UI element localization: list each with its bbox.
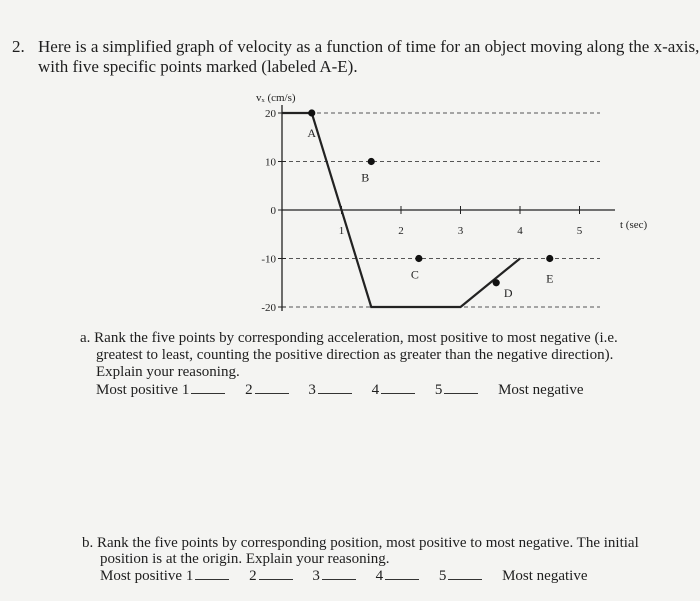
- y-axis-label: vₓ (cm/s): [256, 92, 296, 104]
- part-b-line2: position is at the origin. Explain your reasoning.: [100, 551, 390, 567]
- part-b-rank-3: 3: [312, 568, 320, 584]
- x-tick-label: 1: [338, 225, 345, 237]
- part-a-rank-2: 2: [245, 382, 253, 398]
- question-text-line1: Here is a simplified graph of velocity as a function of time for an object moving along the x-axis,: [38, 37, 700, 56]
- part-a-blank-3[interactable]: [318, 381, 352, 394]
- chart-area: [256, 92, 648, 314]
- part-a-ranking-row: [96, 381, 584, 399]
- part-a-blank-1[interactable]: [191, 381, 225, 394]
- part-b-rank-2: 2: [249, 568, 257, 584]
- part-b-blank-2[interactable]: [259, 567, 293, 580]
- point-c: [415, 255, 422, 262]
- point-label-d: D: [503, 285, 513, 300]
- part-a-rank-5: 5: [434, 382, 443, 398]
- part-b-most-positive: Most positive 1: [100, 568, 194, 584]
- y-tick-label: 10: [265, 156, 276, 169]
- point-a: [308, 109, 315, 116]
- part-b-ranking-row: [100, 567, 588, 585]
- y-tick-label: -20: [261, 302, 276, 314]
- point-label-e: E: [546, 271, 554, 286]
- part-a-line3: Explain your reasoning.: [96, 364, 240, 380]
- x-tick-label: 5: [576, 225, 583, 237]
- point-e: [546, 255, 553, 262]
- part-a-most-negative: Most negative: [498, 382, 584, 398]
- y-tick-label: 0: [270, 205, 276, 217]
- part-b-line1: b. Rank the five points by corresponding position, most positive to most negative. The initial: [82, 535, 639, 551]
- part-a-most-positive: Most positive 1: [96, 382, 190, 398]
- point-label-c: C: [410, 267, 419, 282]
- part-a-blank-2[interactable]: [255, 381, 289, 394]
- x-axis-label: t (sec): [620, 219, 648, 231]
- point-label-a: A: [307, 126, 317, 140]
- x-tick-label: 2: [398, 225, 404, 237]
- x-tick-label: 3: [457, 225, 464, 237]
- x-tick-label: 4: [517, 225, 523, 237]
- y-tick-label: -10: [261, 253, 276, 266]
- y-tick-label: 20: [265, 108, 276, 120]
- question-text-line2: with five specific points marked (labeled A-E).: [38, 57, 358, 76]
- part-a-blank-5[interactable]: [444, 381, 478, 394]
- part-b-rank-5: 5: [438, 568, 447, 584]
- part-b-blank-4[interactable]: [385, 567, 419, 580]
- part-b-blank-5[interactable]: [448, 567, 482, 580]
- part-a-blank-4[interactable]: [381, 381, 415, 394]
- part-a-line2: greatest to least, counting the positive direction as greater than the negative direction).: [96, 347, 614, 363]
- part-a-rank-4: 4: [371, 382, 380, 398]
- point-d: [493, 279, 500, 286]
- part-b-rank-4: 4: [375, 568, 384, 584]
- question-number: 2.: [12, 37, 25, 56]
- part-a-line1: a. Rank the five points by corresponding acceleration, most positive to most negative (i.e.: [80, 330, 618, 346]
- part-b-most-negative: Most negative: [502, 568, 588, 584]
- part-b-blank-1[interactable]: [195, 567, 229, 580]
- part-a-rank-3: 3: [308, 382, 316, 398]
- part-b-blank-3[interactable]: [322, 567, 356, 580]
- point-b: [368, 158, 375, 165]
- point-label-b: B: [361, 170, 370, 185]
